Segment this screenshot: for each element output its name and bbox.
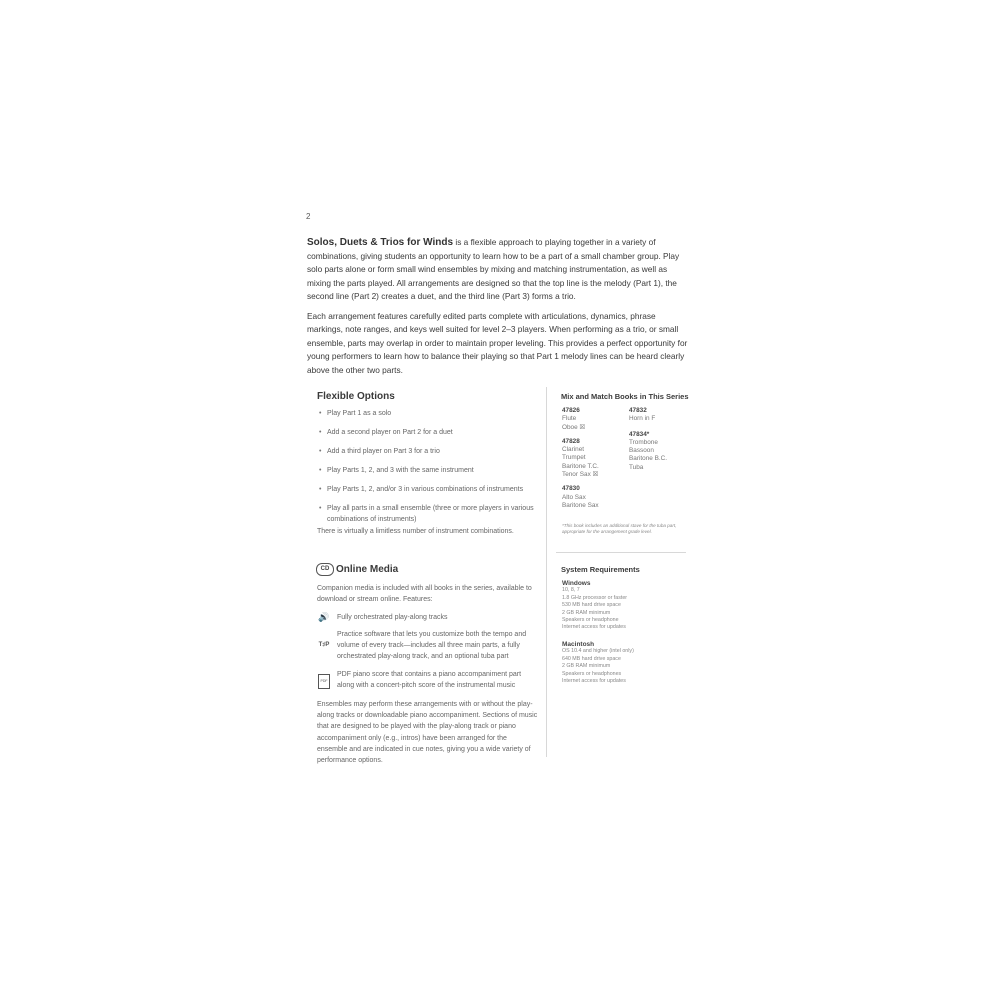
flexible-options-note: There is virtually a limitless number of instrument combinations.: [317, 528, 514, 535]
requirement-line: Internet access for updates: [562, 678, 626, 685]
feature-text: Practice software that lets you customize both the tempo and volume of every track—includes all three main parts, a fully orchestrated play-along track, and an optional tuba part: [337, 631, 527, 660]
instrument: Trumpet: [562, 454, 586, 462]
instrument: Baritone T.C.: [562, 462, 599, 470]
windows-requirements: [562, 580, 692, 632]
requirement-line: Speakers or headphone: [562, 617, 619, 624]
instrument: Baritone B.C.: [629, 455, 668, 463]
feature-text: Fully orchestrated play-along tracks: [337, 614, 448, 621]
flexible-options-title: Flexible Options: [317, 391, 395, 402]
list-item: • Add a second player on Part 2 for a duet: [317, 428, 539, 439]
requirement-line: 1.8 GHz processor or faster: [562, 594, 628, 601]
online-media-intro: Companion media is included with all books in the series, available to download or stream online. Features:: [317, 585, 532, 603]
requirement-line: Internet access for updates: [562, 624, 626, 631]
list-item: • Play Parts 1, 2, and/or 3 in various combinations of instruments: [317, 485, 539, 496]
pdf-icon: PDF: [318, 674, 330, 689]
system-requirements-title: System Requirements: [561, 565, 640, 574]
requirement-line: 10, 8, 7: [562, 587, 580, 594]
instrument: Horn in F: [629, 415, 656, 423]
instrument: Baritone Sax: [562, 501, 599, 509]
ensemble-note: Ensembles may perform these arrangements with or without the play-along tracks or downloadable piano accompaniment. Sections of music that are designed to be played with the play-along track or piano accompaniment only (e.g., intros) have been arranged for the ensemble and are indicated in cue notes, giving you a wide variety of performance options.: [317, 701, 538, 765]
column-divider: [546, 387, 547, 757]
flexible-options-list: [317, 409, 539, 534]
instrument: Tenor Sax ☒: [562, 471, 599, 479]
online-media-icon: CD: [316, 563, 334, 576]
os-label: Windows: [562, 580, 591, 587]
mix-match-footnote: *This book includes an additional stave for the tuba part, appropriate for the arrangement grade level.: [562, 523, 677, 534]
page-number: 2: [306, 212, 311, 221]
online-media-title: Online Media: [336, 564, 399, 575]
instrument: Alto Sax: [562, 493, 586, 501]
tempo-icon: T♯P: [318, 642, 330, 648]
mix-match-left-column: [562, 407, 599, 510]
requirement-line: 2 GB RAM minimum: [562, 609, 611, 616]
requirement-line: 2 GB RAM minimum: [562, 663, 611, 670]
os-label: Macintosh: [562, 641, 595, 648]
instrument: Oboe ☒: [562, 423, 586, 431]
mac-requirements: [562, 641, 692, 685]
feature-text: PDF piano score that contains a piano accompaniment part along with a concert-pitch score of the instrumental music: [337, 671, 522, 689]
intro-paragraph-1: [307, 236, 693, 304]
requirement-line: 640 MB hard drive space: [562, 655, 621, 662]
list-item: • Play Part 1 as a solo: [317, 409, 539, 420]
intro-paragraph-2: Each arrangement features carefully edited parts complete with articulations, dynamics, phrase markings, note ranges, and keys well suited for level 2–3 players. When performing as a trio, or small ensemble, parts may overlap in order to maintain proper leveling. This provides a perfect opportunity for young performers to learn how to balance their playing so that Part 1 melody lines can be heard clearly above the other two parts.: [307, 310, 688, 375]
speaker-icon: 🔊: [318, 612, 330, 622]
requirement-line: 530 MB hard drive space: [562, 602, 621, 609]
book-number: 47832: [629, 407, 647, 414]
instrument: Trombone: [629, 438, 658, 446]
requirement-line: Speakers or headphones: [562, 670, 622, 677]
requirement-line: OS 10.4 and higher (intel only): [562, 648, 634, 655]
book-number: 47830: [562, 485, 580, 493]
book-number: 47826: [562, 407, 580, 414]
list-item: • Play all parts in a small ensemble (three or more players in various combinations of instruments): [317, 504, 539, 525]
mix-match-title: Mix and Match Books in This Series: [561, 392, 689, 401]
intro-section: [307, 236, 693, 383]
instrument: Bassoon: [629, 447, 654, 455]
section-divider: [556, 552, 686, 553]
book-number: 47828: [562, 437, 580, 445]
mix-match-right-column: [629, 407, 667, 472]
instrument: Flute: [562, 415, 577, 423]
book-number: 47834*: [629, 430, 650, 438]
list-item: • Play Parts 1, 2, and 3 with the same instrument: [317, 466, 539, 477]
instrument: Tuba: [629, 463, 644, 471]
instrument: Clarinet: [562, 446, 585, 454]
series-title: Solos, Duets & Trios for Winds: [307, 237, 454, 248]
list-item: • Add a third player on Part 3 for a trio: [317, 447, 539, 458]
intro-paragraph-1-text: is a flexible approach to playing together in a variety of combinations, giving students an opportunity to learn how to be a part of a small chamber group. Play solo parts alone or form small wind ensembles by mixing and matching instrumentation, as well as mixing the parts played. All arrangements are designed so that the top line is the melody (Part 1), the second line (Part 2) creates a duet, and the third line (Part 3) forms a trio.: [307, 237, 680, 301]
